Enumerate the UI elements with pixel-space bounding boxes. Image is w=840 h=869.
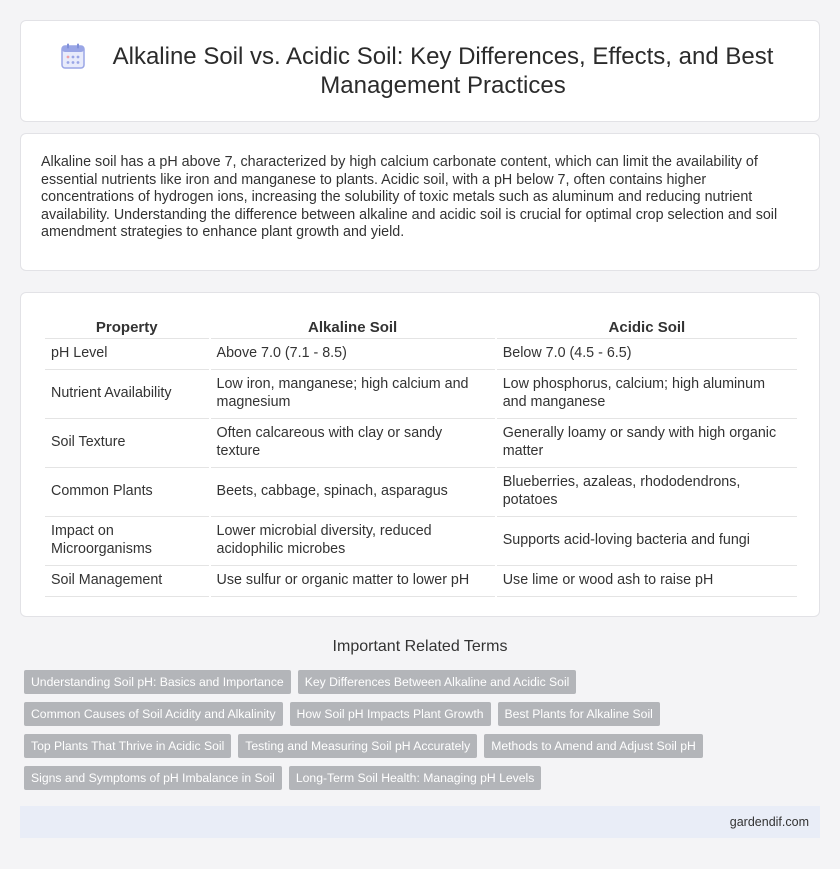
related-term-tag[interactable]: Signs and Symptoms of pH Imbalance in Soil bbox=[24, 766, 282, 790]
tag-row bbox=[24, 702, 814, 726]
table-cell: Blueberries, azaleas, rhododendrons, potatoes bbox=[497, 468, 797, 517]
related-term-tag[interactable]: Long-Term Soil Health: Managing pH Levels bbox=[289, 766, 541, 790]
related-term-tag[interactable]: Best Plants for Alkaline Soil bbox=[498, 702, 660, 726]
related-term-tag[interactable]: Common Causes of Soil Acidity and Alkalinity bbox=[24, 702, 283, 726]
table-card bbox=[20, 292, 820, 617]
header-alkaline: Alkaline Soil bbox=[211, 313, 495, 339]
table-row bbox=[45, 468, 797, 517]
related-term-tag[interactable]: Methods to Amend and Adjust Soil pH bbox=[484, 734, 703, 758]
table-cell: Supports acid-loving bacteria and fungi bbox=[497, 517, 797, 566]
title-wrap bbox=[21, 21, 819, 121]
table-cell: Below 7.0 (4.5 - 6.5) bbox=[497, 339, 797, 370]
intro-card bbox=[20, 133, 820, 271]
related-term-tag[interactable]: How Soil pH Impacts Plant Growth bbox=[290, 702, 491, 726]
tag-row bbox=[24, 766, 814, 790]
tag-row bbox=[24, 734, 814, 758]
header-acidic: Acidic Soil bbox=[497, 313, 797, 339]
related-term-tag[interactable]: Top Plants That Thrive in Acidic Soil bbox=[24, 734, 231, 758]
table-row bbox=[45, 370, 797, 419]
related-term-tag[interactable]: Key Differences Between Alkaline and Acidic Soil bbox=[298, 670, 577, 694]
table-cell: Soil Management bbox=[45, 566, 209, 597]
table-cell: Above 7.0 (7.1 - 8.5) bbox=[211, 339, 495, 370]
table-cell: Impact on Microorganisms bbox=[45, 517, 209, 566]
comparison-table bbox=[43, 313, 799, 597]
table-row bbox=[45, 517, 797, 566]
table-row bbox=[45, 339, 797, 370]
table-row bbox=[45, 566, 797, 597]
table-cell: Generally loamy or sandy with high organic matter bbox=[497, 419, 797, 468]
page-title: Alkaline Soil vs. Acidic Soil: Key Differences, Effects, and Best Management Practices bbox=[112, 43, 774, 99]
table-row bbox=[45, 419, 797, 468]
related-terms-list bbox=[24, 670, 814, 798]
related-terms-title: Important Related Terms bbox=[332, 638, 508, 655]
table-cell: Low iron, manganese; high calcium and magnesium bbox=[211, 370, 495, 419]
related-term-tag[interactable]: Understanding Soil pH: Basics and Importance bbox=[24, 670, 291, 694]
table-cell: pH Level bbox=[45, 339, 209, 370]
footer-site-link[interactable]: gardendif.com bbox=[729, 815, 809, 829]
header-property: Property bbox=[45, 313, 209, 339]
table-header-row bbox=[45, 313, 797, 339]
related-term-tag[interactable]: Testing and Measuring Soil pH Accurately bbox=[238, 734, 477, 758]
footer bbox=[20, 806, 820, 838]
table-cell: Use lime or wood ash to raise pH bbox=[497, 566, 797, 597]
table-cell: Often calcareous with clay or sandy texture bbox=[211, 419, 495, 468]
table-cell: Beets, cabbage, spinach, asparagus bbox=[211, 468, 495, 517]
calendar-icon bbox=[61, 43, 85, 69]
table-cell: Use sulfur or organic matter to lower pH bbox=[211, 566, 495, 597]
tag-row bbox=[24, 670, 814, 694]
table-cell: Common Plants bbox=[45, 468, 209, 517]
header-card bbox=[20, 20, 820, 122]
intro-paragraph: Alkaline soil has a pH above 7, characterized by high calcium carbonate content, which can limit the availability of essential nutrients like iron and manganese to plants. Acidic soil, with a pH below 7, often contains higher concentrations of hydrogen ions, increasing the solubility of toxic metals such as aluminum and reducing nutrient availability. Understanding the difference between alkaline and acidic soil is crucial for optimal crop selection and soil amendment strategies to enhance plant growth and yield. bbox=[41, 154, 778, 241]
table-cell: Soil Texture bbox=[45, 419, 209, 468]
table-cell: Low phosphorus, calcium; high aluminum and manganese bbox=[497, 370, 797, 419]
table-cell: Lower microbial diversity, reduced acidophilic microbes bbox=[211, 517, 495, 566]
table-cell: Nutrient Availability bbox=[45, 370, 209, 419]
